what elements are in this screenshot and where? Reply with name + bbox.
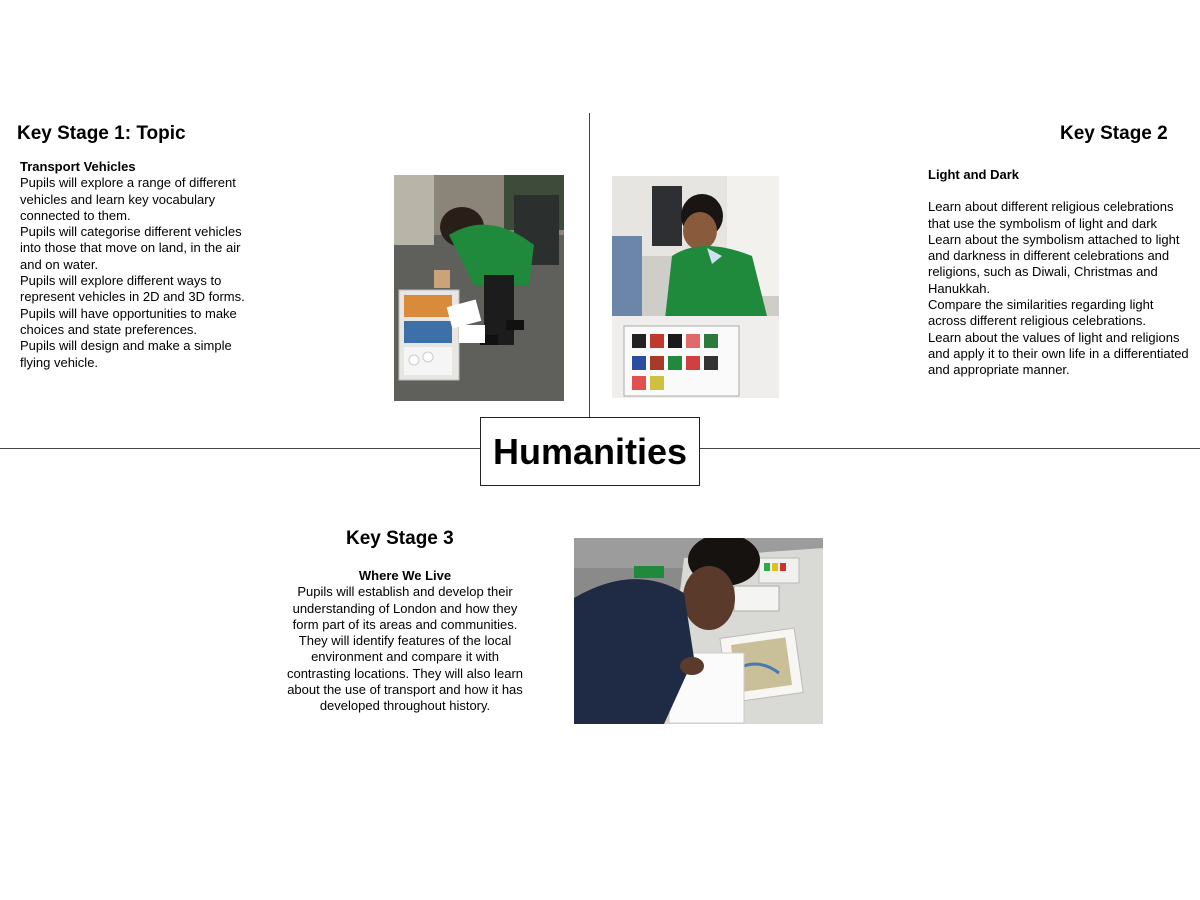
vertical-divider xyxy=(589,113,590,417)
ks2-subtitle: Light and Dark xyxy=(928,167,1020,182)
ks1-paragraph: Pupils will explore a range of different vehicles and learn key vocabulary connected to them. xyxy=(20,175,236,223)
ks2-photo xyxy=(612,176,779,398)
ks2-paragraph: Compare the similarities regarding light across different religious celebrations. xyxy=(928,297,1154,329)
ks2-paragraph: Learn about the values of light and religions and apply it to their own life in a differentiated and appropriate manner. xyxy=(928,329,1189,378)
ks3-paragraph: Pupils will establish and develop their understanding of London and how they form part of its areas and communities. They will identify features of the local environment and compare it with contrasting locations. They will also learn about the use of transport and how it has developed throughout history. xyxy=(286,584,524,714)
ks3-subtitle: Where We Live xyxy=(358,568,452,583)
ks1-heading: Key Stage 1: Topic xyxy=(17,123,186,144)
ks2-section xyxy=(928,167,1190,379)
ks1-paragraph: Pupils will explore different ways to represent vehicles in 2D and 3D forms. xyxy=(20,273,245,305)
ks3-photo xyxy=(574,538,823,724)
ks2-paragraph: Learn about the symbolism attached to light and darkness in different celebrations and religions, such as Diwali, Christmas and Hanukkah. xyxy=(928,231,1180,296)
ks1-section xyxy=(20,159,255,371)
ks1-paragraph: Pupils will have opportunities to make choices and state preferences. xyxy=(20,305,237,337)
horizontal-divider-right xyxy=(700,448,1200,449)
horizontal-divider-left xyxy=(0,448,481,449)
ks1-subtitle: Transport Vehicles xyxy=(20,159,136,174)
ks2-paragraph: Learn about different religious celebrations that use the symbolism of light and dark xyxy=(928,199,1174,231)
ks3-section xyxy=(286,568,524,715)
page-title: Humanities xyxy=(480,417,700,486)
ks2-heading: Key Stage 2 xyxy=(1060,123,1168,144)
ks1-paragraph: Pupils will categorise different vehicles into those that move on land, in the air and on water. xyxy=(20,224,242,272)
ks3-heading: Key Stage 3 xyxy=(346,528,454,549)
ks2-spacer xyxy=(928,183,1190,199)
ks1-photo xyxy=(394,175,564,401)
ks1-paragraph: Pupils will design and make a simple flying vehicle. xyxy=(20,338,232,370)
